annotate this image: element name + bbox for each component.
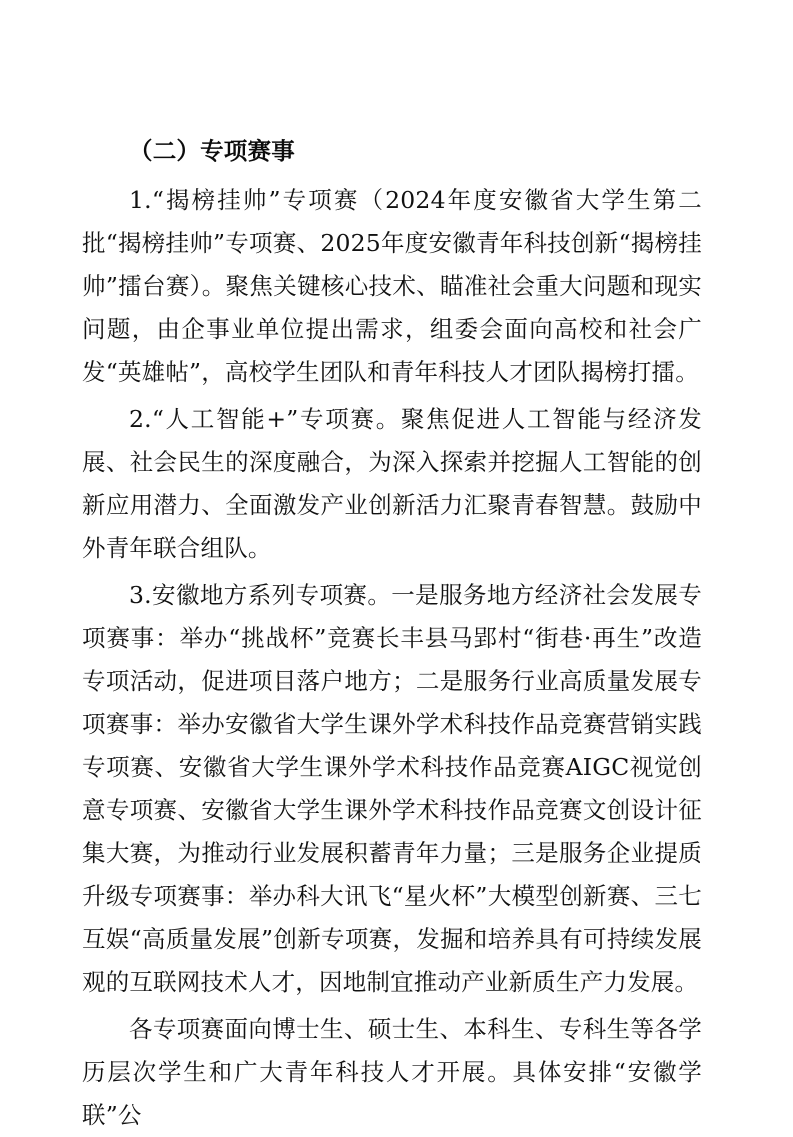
paragraph-4: 各专项赛面向博士生、硕士生、本科生、专科生等各学历层次学生和广大青年科技人才开展。具体安排“安徽学联”公 [82,1015,702,1129]
paragraph-2: 2.“人工智能+”专项赛。聚焦促进人工智能与经济发展、社会民生的深度融合，为深入探索并挖掘人工智能的创新应用潜力、全面激发产业创新活力汇聚青春智慧。鼓励中外青年联合组队。 [82,405,702,562]
paragraph-3: 3.安徽地方系列专项赛。一是服务地方经济社会发展专项赛事：举办“挑战杯”竞赛长丰县马郢村“街巷·再生”改造专项活动，促进项目落户地方；二是服务行业高质量发展专项赛事：举办安徽省大学生课外学术科技作品竞赛营销实践专项赛、安徽省大学生课外学术科技作品竞赛AIGC视觉创意专项赛、安徽省大学生课外学术科技作品竞赛文创设计征集大赛，为推动行业发展积蓄青年力量；三是服务企业提质升级专项赛事：举办科大讯飞“星火杯”大模型创新赛、三七互娱“高质量发展”创新专项赛，发掘和培养具有可持续发展观的互联网技术人才，因地制宜推动产业新质生产力发展。 [82,581,702,996]
section-heading: （二）专项赛事 [129,137,295,165]
paragraph-1: 1.“揭榜挂帅”专项赛（2024年度安徽省大学生第二批“揭榜挂帅”专项赛、2025年度安徽青年科技创新“揭榜挂帅”擂台赛）。聚焦关键核心技术、瞄准社会重大问题和现实问题，由企事业单位提出需求，组委会面向高校和社会广发“英雄帖”，高校学生团队和青年科技人才团队揭榜打擂。 [82,186,702,386]
document-body [82,130,702,1137]
